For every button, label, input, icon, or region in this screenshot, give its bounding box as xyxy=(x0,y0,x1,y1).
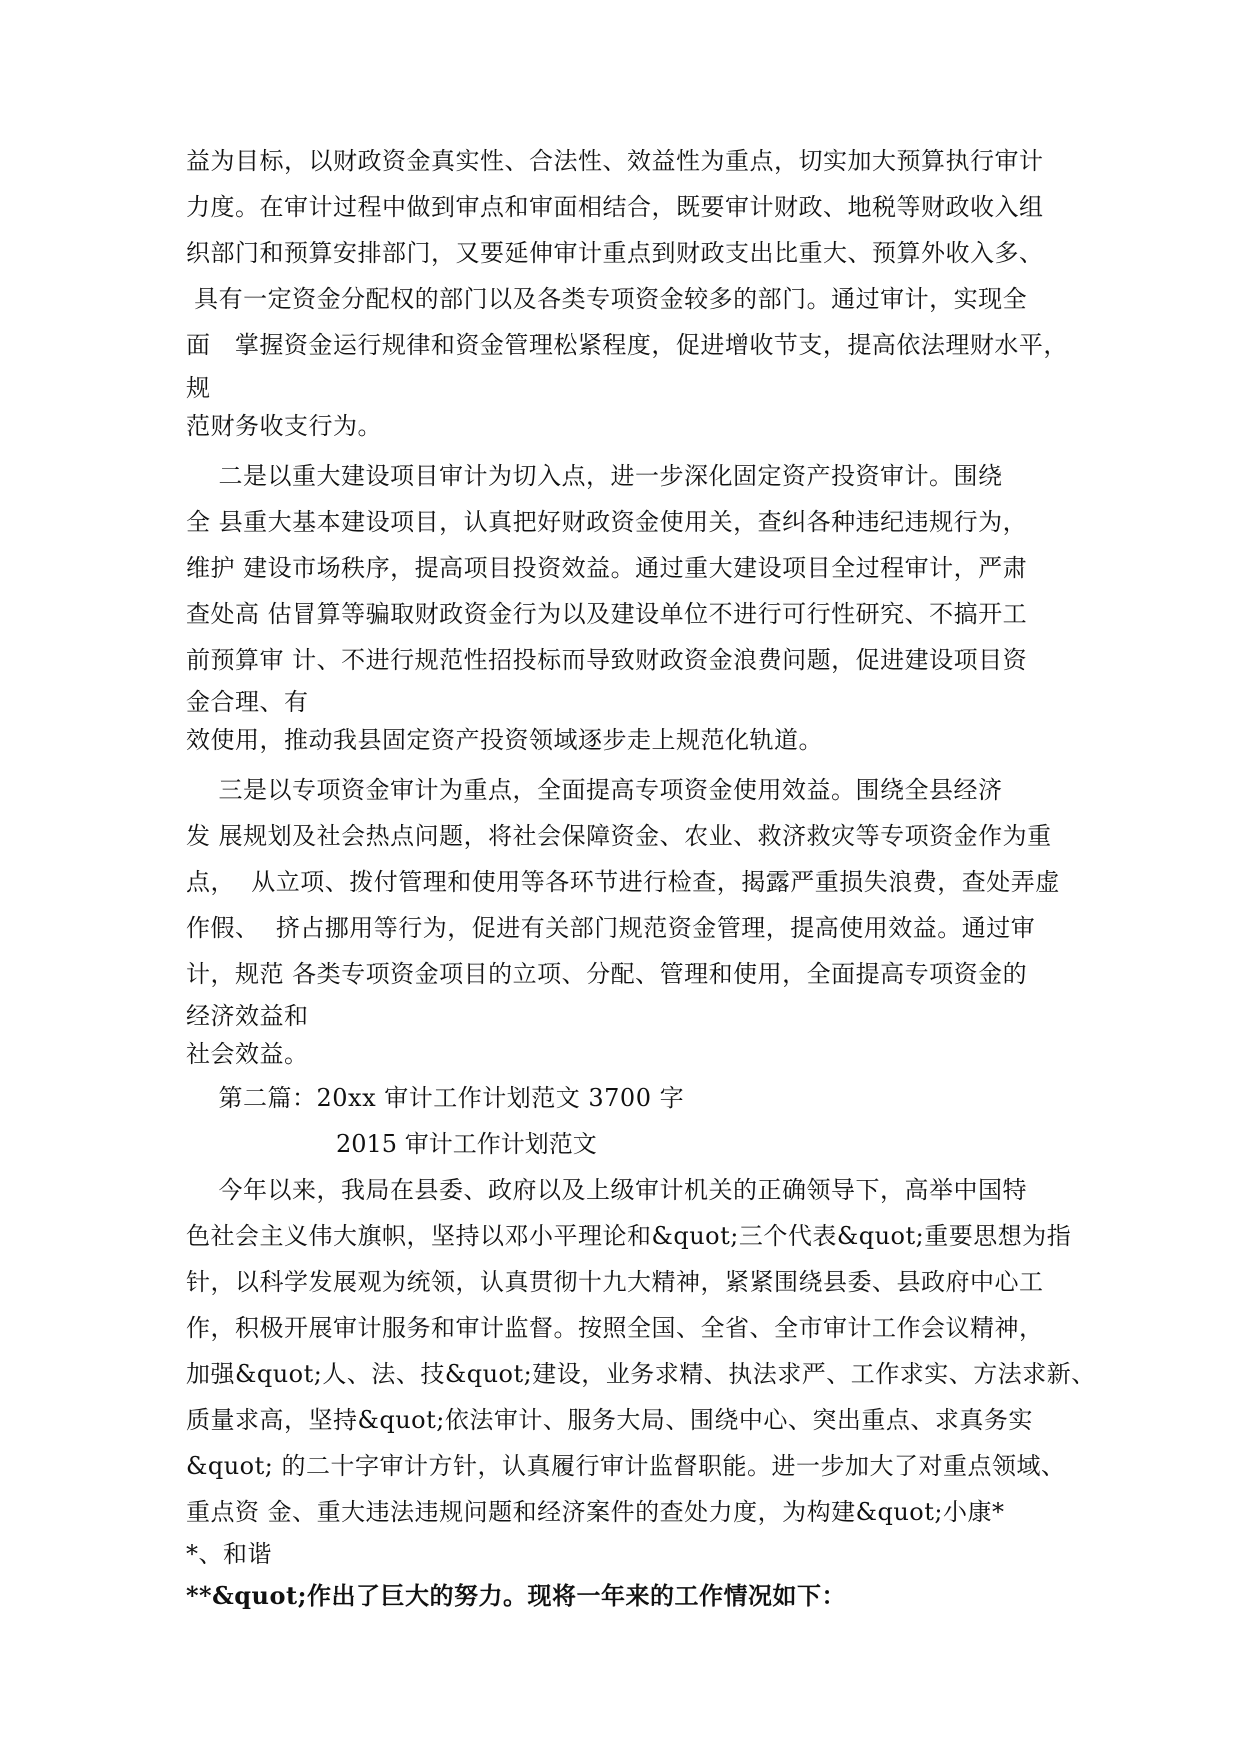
paragraph-4-line-3: 针，以科学发展观为统领，认真贯彻十九大精神，紧紧围绕县委、县政府中心工 xyxy=(186,1268,1044,1296)
paragraph-4-line-10: **&quot;作出了巨大的努力。现将一年来的工作情况如下： xyxy=(186,1581,846,1610)
paragraph-3-line-6: 经济效益和 xyxy=(186,1002,309,1030)
paragraph-2-line-4: 查处高 估冒算等骗取财政资金行为以及建设单位不进行可行性研究、不搞开工 xyxy=(186,600,1028,628)
paragraph-4-line-5: 加强&quot;人、法、技&quot;建设，业务求精、执法求严、工作求实、方法求新、 xyxy=(186,1360,1096,1388)
paragraph-1-line-5: 面 掌握资金运行规律和资金管理松紧程度，促进增收节支，提高依法理财水平， xyxy=(186,331,1068,359)
paragraph-3-line-3: 点， 从立项、拨付管理和使用等各环节进行检查，揭露严重损失浪费，查处弄虚 xyxy=(186,868,1060,896)
paragraph-1-line-7: 范财务收支行为。 xyxy=(186,412,382,440)
sub-heading: 2015 审计工作计划范文 xyxy=(336,1130,597,1158)
paragraph-1-line-3: 织部门和预算安排部门，又要延伸审计重点到财政支出比重大、预算外收入多、 xyxy=(186,239,1044,267)
paragraph-4-line-8: 重点资 金、重大违法违规问题和经济案件的查处力度，为构建&quot;小康* xyxy=(186,1498,1005,1526)
paragraph-4-line-2: 色社会主义伟大旗帜，坚持以邓小平理论和&quot;三个代表&quot;重要思想为指 xyxy=(186,1222,1072,1250)
paragraph-3-line-4: 作假、 挤占挪用等行为，促进有关部门规范资金管理，提高使用效益。通过审 xyxy=(186,914,1036,942)
paragraph-2-line-5: 前预算审 计、不进行规范性招投标而导致财政资金浪费问题，促进建设项目资 xyxy=(186,646,1028,674)
paragraph-4-line-7: &quot; 的二十字审计方针，认真履行审计监督职能。进一步加大了对重点领域、 xyxy=(186,1452,1066,1480)
paragraph-2-line-7: 效使用，推动我县固定资产投资领域逐步走上规范化轨道。 xyxy=(186,726,823,754)
section-heading: 第二篇：20xx 审计工作计划范文 3700 字 xyxy=(186,1084,685,1112)
paragraph-1-line-1: 益为目标，以财政资金真实性、合法性、效益性为重点，切实加大预算执行审计 xyxy=(186,147,1044,175)
paragraph-4-line-4: 作，积极开展审计服务和审计监督。按照全国、全省、全市审计工作会议精神， xyxy=(186,1314,1044,1342)
paragraph-3-line-2: 发 展规划及社会热点问题，将社会保障资金、农业、救济救灾等专项资金作为重 xyxy=(186,822,1052,850)
paragraph-4-line-9: *、和谐 xyxy=(186,1540,272,1568)
paragraph-1-line-6: 规 xyxy=(186,374,211,402)
paragraph-4-line-1: 今年以来，我局在县委、政府以及上级审计机关的正确领导下，高举中国特 xyxy=(186,1176,1028,1204)
paragraph-2-line-1: 二是以重大建设项目审计为切入点，进一步深化固定资产投资审计。围绕 xyxy=(186,462,1003,490)
paragraph-3-line-1: 三是以专项资金审计为重点，全面提高专项资金使用效益。围绕全县经济 xyxy=(186,776,1003,804)
paragraph-3-line-5: 计，规范 各类专项资金项目的立项、分配、管理和使用，全面提高专项资金的 xyxy=(186,960,1028,988)
paragraph-2-line-6: 金合理、有 xyxy=(186,688,309,716)
paragraph-3-line-7: 社会效益。 xyxy=(186,1040,309,1068)
paragraph-2-line-3: 维护 建设市场秩序，提高项目投资效益。通过重大建设项目全过程审计，严肃 xyxy=(186,554,1028,582)
paragraph-1-line-2: 力度。在审计过程中做到审点和审面相结合，既要审计财政、地税等财政收入组 xyxy=(186,193,1044,221)
paragraph-1-line-4: 具有一定资金分配权的部门以及各类专项资金较多的部门。通过审计，实现全 xyxy=(186,285,1028,313)
paragraph-4-line-6: 质量求高，坚持&quot;依法审计、服务大局、围绕中心、突出重点、求真务实 xyxy=(186,1406,1033,1434)
paragraph-2-line-2: 全 县重大基本建设项目，认真把好财政资金使用关，查纠各种违纪违规行为， xyxy=(186,508,1028,536)
